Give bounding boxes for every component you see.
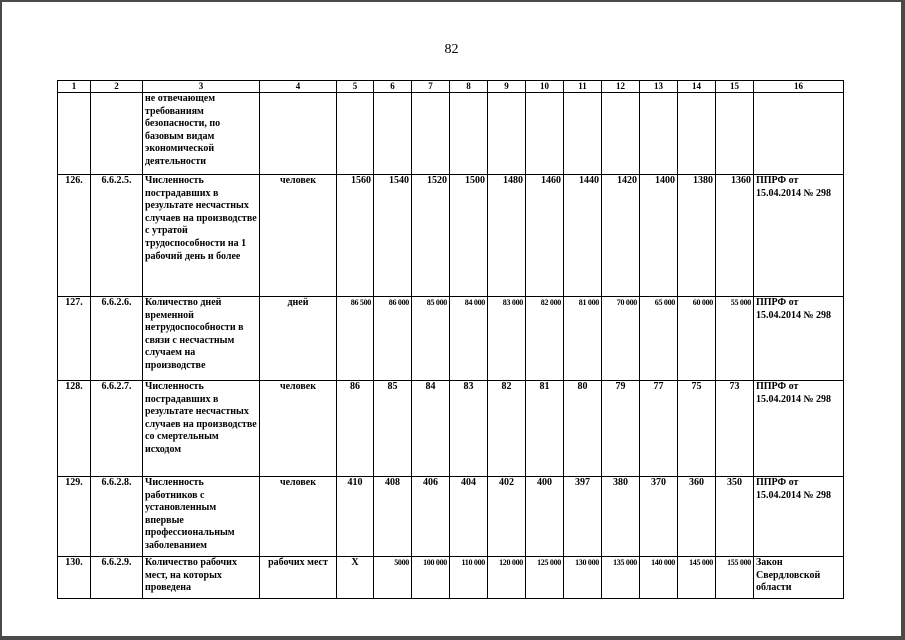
row-value: 370 bbox=[640, 477, 678, 557]
row-value: 81 bbox=[526, 381, 564, 477]
row-value: 86 bbox=[337, 381, 374, 477]
row-value: 135 000 bbox=[602, 557, 640, 599]
header-cell: 1 bbox=[58, 81, 91, 93]
row-indicator: Численность работников с установленным впервые профессиональным заболеванием bbox=[143, 477, 260, 557]
row-value: 1500 bbox=[450, 175, 488, 297]
row-value: 65 000 bbox=[640, 297, 678, 381]
header-cell: 8 bbox=[450, 81, 488, 93]
row-value: 85 bbox=[374, 381, 412, 477]
header-cell: 5 bbox=[337, 81, 374, 93]
row-value: 73 bbox=[716, 381, 754, 477]
row-value: 155 000 bbox=[716, 557, 754, 599]
row-value: 83 000 bbox=[488, 297, 526, 381]
row-value: 86 500 bbox=[337, 297, 374, 381]
row-value bbox=[716, 93, 754, 175]
row-value: 70 000 bbox=[602, 297, 640, 381]
row-value: 85 000 bbox=[412, 297, 450, 381]
row-value bbox=[450, 93, 488, 175]
row-value: 1440 bbox=[564, 175, 602, 297]
row-indicator: Численность пострадавших в результате несчастных случаев на производстве с утратой трудоспособности на 1 рабочий день и более bbox=[143, 175, 260, 297]
row-value: 404 bbox=[450, 477, 488, 557]
header-cell: 15 bbox=[716, 81, 754, 93]
row-value: 80 bbox=[564, 381, 602, 477]
row-value: 125 000 bbox=[526, 557, 564, 599]
row-value: 83 bbox=[450, 381, 488, 477]
row-value: 84 000 bbox=[450, 297, 488, 381]
table-row bbox=[58, 93, 844, 175]
row-value: 400 bbox=[526, 477, 564, 557]
header-cell: 14 bbox=[678, 81, 716, 93]
header-cell: 4 bbox=[260, 81, 337, 93]
row-value bbox=[488, 93, 526, 175]
row-value: 120 000 bbox=[488, 557, 526, 599]
row-value: 77 bbox=[640, 381, 678, 477]
header-cell: 16 bbox=[754, 81, 844, 93]
header-cell: 11 bbox=[564, 81, 602, 93]
row-value: 1520 bbox=[412, 175, 450, 297]
row-code bbox=[91, 93, 143, 175]
row-code: 6.6.2.9. bbox=[91, 557, 143, 599]
row-source: Закон Свердловской области bbox=[754, 557, 844, 599]
row-value: 1420 bbox=[602, 175, 640, 297]
document-page bbox=[2, 2, 901, 636]
row-value: 55 000 bbox=[716, 297, 754, 381]
row-value: 406 bbox=[412, 477, 450, 557]
table-header-row bbox=[58, 81, 844, 93]
row-indicator: Численность пострадавших в результате несчастных случаев на производстве со смертельным исходом bbox=[143, 381, 260, 477]
row-value: 380 bbox=[602, 477, 640, 557]
row-value: 350 bbox=[716, 477, 754, 557]
row-value bbox=[337, 93, 374, 175]
row-unit: дней bbox=[260, 297, 337, 381]
row-code: 6.6.2.5. bbox=[91, 175, 143, 297]
row-source: ППРФ от 15.04.2014 № 298 bbox=[754, 381, 844, 477]
row-source: ППРФ от 15.04.2014 № 298 bbox=[754, 175, 844, 297]
row-value bbox=[412, 93, 450, 175]
row-indicator: Количество рабочих мест, на которых проведена bbox=[143, 557, 260, 599]
row-number: 126. bbox=[58, 175, 91, 297]
row-source: ППРФ от 15.04.2014 № 298 bbox=[754, 297, 844, 381]
row-code: 6.6.2.7. bbox=[91, 381, 143, 477]
header-cell: 3 bbox=[143, 81, 260, 93]
row-value: 360 bbox=[678, 477, 716, 557]
row-value: 82 000 bbox=[526, 297, 564, 381]
header-cell: 10 bbox=[526, 81, 564, 93]
header-cell: 12 bbox=[602, 81, 640, 93]
indicators-table bbox=[57, 80, 844, 599]
row-value bbox=[564, 93, 602, 175]
row-value: 75 bbox=[678, 381, 716, 477]
row-value: 84 bbox=[412, 381, 450, 477]
row-value: 1380 bbox=[678, 175, 716, 297]
row-value: 5000 bbox=[374, 557, 412, 599]
row-number: 128. bbox=[58, 381, 91, 477]
row-value: 110 000 bbox=[450, 557, 488, 599]
row-value: Х bbox=[337, 557, 374, 599]
header-cell: 13 bbox=[640, 81, 678, 93]
row-value: 1560 bbox=[337, 175, 374, 297]
table-row bbox=[58, 557, 844, 599]
row-value: 82 bbox=[488, 381, 526, 477]
row-value: 140 000 bbox=[640, 557, 678, 599]
table-row bbox=[58, 381, 844, 477]
row-value: 100 000 bbox=[412, 557, 450, 599]
row-unit bbox=[260, 93, 337, 175]
row-unit: человек bbox=[260, 477, 337, 557]
row-value: 1480 bbox=[488, 175, 526, 297]
header-cell: 9 bbox=[488, 81, 526, 93]
row-value: 1400 bbox=[640, 175, 678, 297]
row-value bbox=[640, 93, 678, 175]
table-row bbox=[58, 477, 844, 557]
page-number: 82 bbox=[444, 42, 459, 57]
row-value: 397 bbox=[564, 477, 602, 557]
row-source bbox=[754, 93, 844, 175]
row-value bbox=[526, 93, 564, 175]
row-indicator: не отвечающем требованиям безопасности, по базовым видам экономической деятельности bbox=[143, 93, 260, 175]
row-value: 130 000 bbox=[564, 557, 602, 599]
row-value: 145 000 bbox=[678, 557, 716, 599]
row-value: 1360 bbox=[716, 175, 754, 297]
row-unit: рабочих мест bbox=[260, 557, 337, 599]
row-value: 86 000 bbox=[374, 297, 412, 381]
table-row bbox=[58, 297, 844, 381]
row-indicator: Количество дней временной нетрудоспособности в связи с несчастным случаем на производстве bbox=[143, 297, 260, 381]
row-value: 408 bbox=[374, 477, 412, 557]
row-number: 127. bbox=[58, 297, 91, 381]
row-value: 1460 bbox=[526, 175, 564, 297]
row-value bbox=[678, 93, 716, 175]
row-value: 81 000 bbox=[564, 297, 602, 381]
row-value: 60 000 bbox=[678, 297, 716, 381]
table-row bbox=[58, 175, 844, 297]
row-value: 79 bbox=[602, 381, 640, 477]
row-value: 402 bbox=[488, 477, 526, 557]
row-value bbox=[602, 93, 640, 175]
header-cell: 6 bbox=[374, 81, 412, 93]
row-source: ППРФ от 15.04.2014 № 298 bbox=[754, 477, 844, 557]
header-cell: 2 bbox=[91, 81, 143, 93]
row-value: 410 bbox=[337, 477, 374, 557]
row-number: 130. bbox=[58, 557, 91, 599]
row-number bbox=[58, 93, 91, 175]
row-value: 1540 bbox=[374, 175, 412, 297]
row-unit: человек bbox=[260, 381, 337, 477]
row-number: 129. bbox=[58, 477, 91, 557]
row-code: 6.6.2.8. bbox=[91, 477, 143, 557]
header-cell: 7 bbox=[412, 81, 450, 93]
row-value bbox=[374, 93, 412, 175]
row-unit: человек bbox=[260, 175, 337, 297]
row-code: 6.6.2.6. bbox=[91, 297, 143, 381]
